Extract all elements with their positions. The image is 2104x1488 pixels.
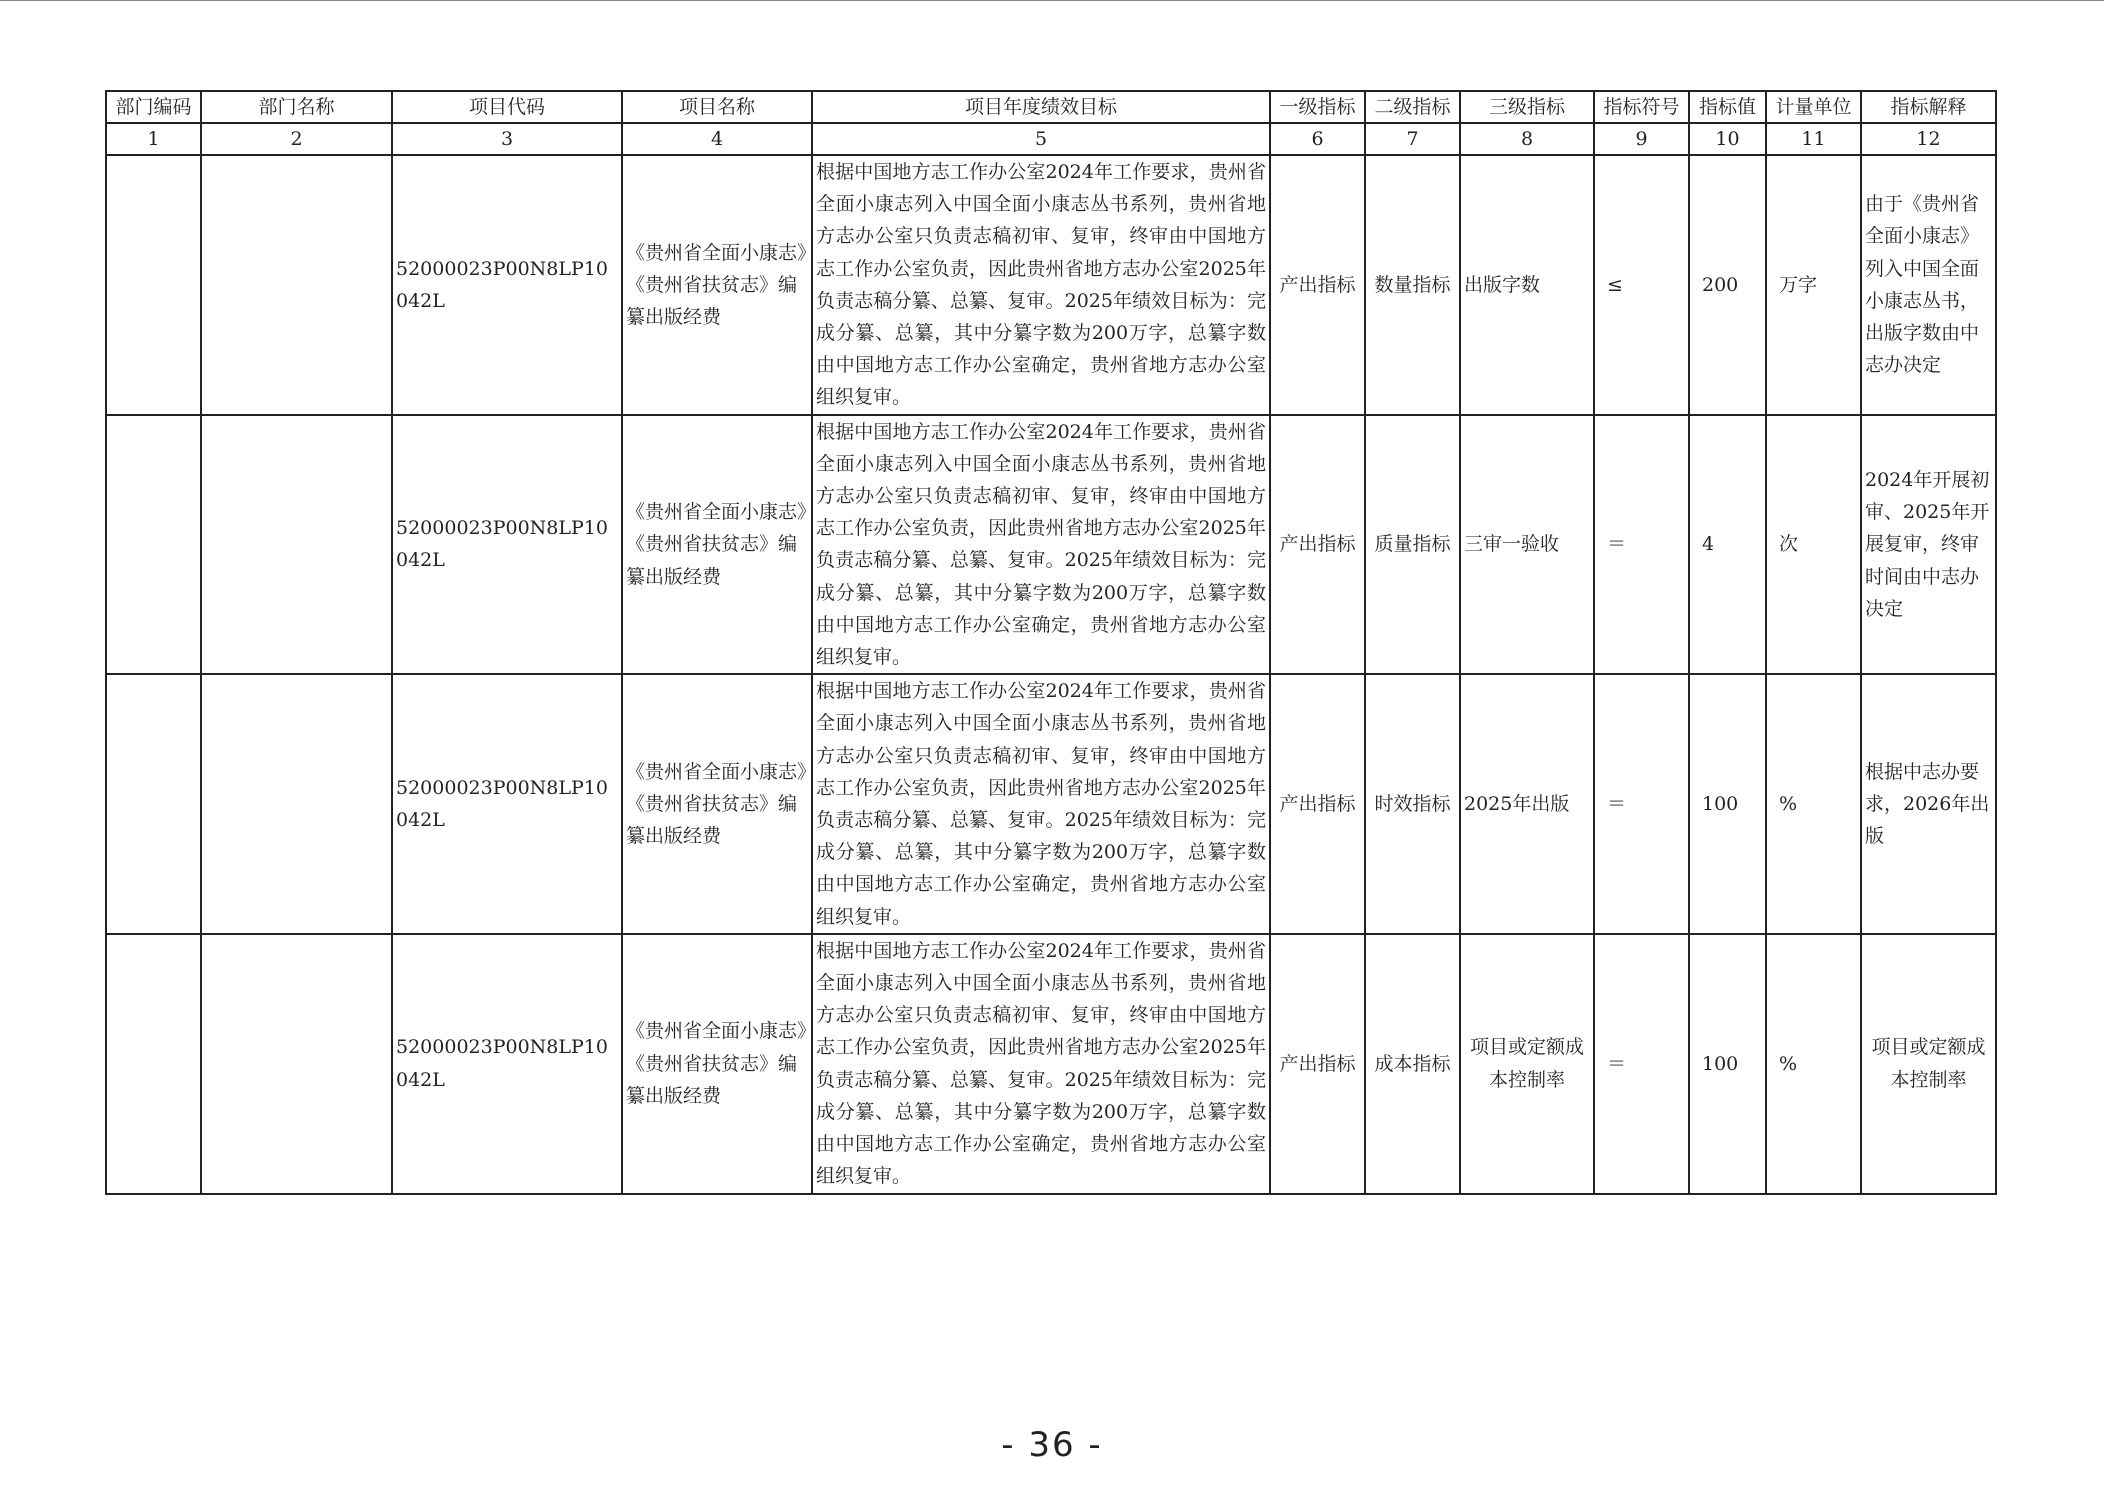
indicator-value-cell: 100 — [1689, 674, 1766, 934]
project-name-cell: 《贵州省全面小康志》《贵州省扶贫志》编纂出版经费 — [622, 155, 812, 415]
level3-indicator-cell: 三审一验收 — [1460, 415, 1594, 675]
table-row — [106, 674, 1996, 934]
indicator-symbol-cell: ＝ — [1594, 415, 1689, 675]
dept-code-cell — [106, 415, 201, 675]
dept-code-cell — [106, 674, 201, 934]
dept-name-cell — [201, 415, 392, 675]
header-cell: 部门名称 — [201, 91, 392, 123]
column-number: 6 — [1270, 123, 1365, 155]
unit-cell: 万字 — [1766, 155, 1861, 415]
header-cell: 一级指标 — [1270, 91, 1365, 123]
indicator-symbol-cell: ≤ — [1594, 155, 1689, 415]
table-row — [106, 155, 1996, 415]
level2-indicator-cell: 时效指标 — [1365, 674, 1460, 934]
column-number: 4 — [622, 123, 812, 155]
project-name-cell: 《贵州省全面小康志》《贵州省扶贫志》编纂出版经费 — [622, 674, 812, 934]
explanation-cell: 项目或定额成本控制率 — [1861, 934, 1996, 1194]
table-row — [106, 415, 1996, 675]
column-number: 12 — [1861, 123, 1996, 155]
indicator-symbol-cell: ＝ — [1594, 934, 1689, 1194]
level3-indicator-cell: 2025年出版 — [1460, 674, 1594, 934]
top-rule — [0, 0, 2104, 1]
unit-cell: 次 — [1766, 415, 1861, 675]
header-cell: 指标符号 — [1594, 91, 1689, 123]
project-name-cell: 《贵州省全面小康志》《贵州省扶贫志》编纂出版经费 — [622, 415, 812, 675]
dept-code-cell — [106, 155, 201, 415]
header-cell: 部门编码 — [106, 91, 201, 123]
dept-name-cell — [201, 934, 392, 1194]
indicator-value-cell: 100 — [1689, 934, 1766, 1194]
performance-table — [105, 90, 1997, 1195]
level3-indicator-cell: 出版字数 — [1460, 155, 1594, 415]
indicator-symbol-cell: ＝ — [1594, 674, 1689, 934]
column-number: 10 — [1689, 123, 1766, 155]
column-number-row — [106, 123, 1996, 155]
unit-cell: % — [1766, 674, 1861, 934]
level3-indicator-cell: 项目或定额成本控制率 — [1460, 934, 1594, 1194]
column-number: 5 — [812, 123, 1270, 155]
project-code-cell: 52000023P00N8LP10042L — [392, 155, 622, 415]
project-code-cell: 52000023P00N8LP10042L — [392, 415, 622, 675]
level1-indicator-cell: 产出指标 — [1270, 415, 1365, 675]
explanation-cell: 根据中志办要求，2026年出版 — [1861, 674, 1996, 934]
performance-goal-cell: 根据中国地方志工作办公室2024年工作要求，贵州省全面小康志列入中国全面小康志丛书系列，贵州省地方志办公室只负责志稿初审、复审，终审由中国地方志工作办公室负责，因此贵州省地方志办公室2025年负责志稿分纂、总纂、复审。2025年绩效目标为：完成分纂、总纂，其中分纂字数为200万字，总纂字数由中国地方志工作办公室确定，贵州省地方志办公室组织复审。 — [812, 934, 1270, 1194]
performance-goal-cell: 根据中国地方志工作办公室2024年工作要求，贵州省全面小康志列入中国全面小康志丛书系列，贵州省地方志办公室只负责志稿初审、复审，终审由中国地方志工作办公室负责，因此贵州省地方志办公室2025年负责志稿分纂、总纂、复审。2025年绩效目标为：完成分纂、总纂，其中分纂字数为200万字，总纂字数由中国地方志工作办公室确定，贵州省地方志办公室组织复审。 — [812, 415, 1270, 675]
explanation-cell: 由于《贵州省全面小康志》列入中国全面小康志丛书，出版字数由中志办决定 — [1861, 155, 1996, 415]
column-number: 7 — [1365, 123, 1460, 155]
level1-indicator-cell: 产出指标 — [1270, 674, 1365, 934]
unit-cell: % — [1766, 934, 1861, 1194]
column-number: 9 — [1594, 123, 1689, 155]
performance-goal-cell: 根据中国地方志工作办公室2024年工作要求，贵州省全面小康志列入中国全面小康志丛书系列，贵州省地方志办公室只负责志稿初审、复审，终审由中国地方志工作办公室负责，因此贵州省地方志办公室2025年负责志稿分纂、总纂、复审。2025年绩效目标为：完成分纂、总纂，其中分纂字数为200万字，总纂字数由中国地方志工作办公室确定，贵州省地方志办公室组织复审。 — [812, 674, 1270, 934]
header-cell: 二级指标 — [1365, 91, 1460, 123]
header-cell: 项目代码 — [392, 91, 622, 123]
level1-indicator-cell: 产出指标 — [1270, 155, 1365, 415]
dept-name-cell — [201, 155, 392, 415]
dept-name-cell — [201, 674, 392, 934]
indicator-value-cell: 4 — [1689, 415, 1766, 675]
column-number: 11 — [1766, 123, 1861, 155]
header-cell: 项目名称 — [622, 91, 812, 123]
explanation-cell: 2024年开展初审、2025年开展复审，终审时间由中志办决定 — [1861, 415, 1996, 675]
column-number: 2 — [201, 123, 392, 155]
indicator-value-cell: 200 — [1689, 155, 1766, 415]
level2-indicator-cell: 质量指标 — [1365, 415, 1460, 675]
table-row — [106, 934, 1996, 1194]
project-name-cell: 《贵州省全面小康志》《贵州省扶贫志》编纂出版经费 — [622, 934, 812, 1194]
dept-code-cell — [106, 934, 201, 1194]
column-number: 1 — [106, 123, 201, 155]
header-cell: 指标值 — [1689, 91, 1766, 123]
level1-indicator-cell: 产出指标 — [1270, 934, 1365, 1194]
header-cell: 项目年度绩效目标 — [812, 91, 1270, 123]
level2-indicator-cell: 数量指标 — [1365, 155, 1460, 415]
project-code-cell: 52000023P00N8LP10042L — [392, 934, 622, 1194]
level2-indicator-cell: 成本指标 — [1365, 934, 1460, 1194]
project-code-cell: 52000023P00N8LP10042L — [392, 674, 622, 934]
header-row — [106, 91, 1996, 123]
performance-goal-cell: 根据中国地方志工作办公室2024年工作要求，贵州省全面小康志列入中国全面小康志丛书系列，贵州省地方志办公室只负责志稿初审、复审，终审由中国地方志工作办公室负责，因此贵州省地方志办公室2025年负责志稿分纂、总纂、复审。2025年绩效目标为：完成分纂、总纂，其中分纂字数为200万字，总纂字数由中国地方志工作办公室确定，贵州省地方志办公室组织复审。 — [812, 155, 1270, 415]
header-cell: 计量单位 — [1766, 91, 1861, 123]
column-number: 8 — [1460, 123, 1594, 155]
header-cell: 三级指标 — [1460, 91, 1594, 123]
header-cell: 指标解释 — [1861, 91, 1996, 123]
page-number: - 36 - — [1001, 1425, 1103, 1465]
column-number: 3 — [392, 123, 622, 155]
